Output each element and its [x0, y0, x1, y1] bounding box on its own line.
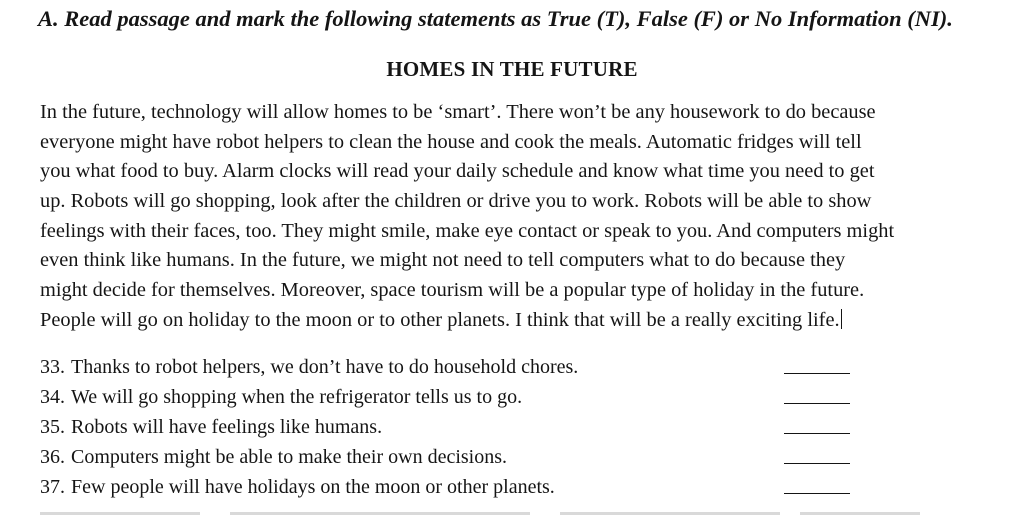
question-text: Few people will have holidays on the moon or other planets. — [71, 476, 555, 498]
answer-blank[interactable] — [784, 493, 850, 494]
reading-passage — [40, 98, 1000, 336]
exercise-instruction: A. Read passage and mark the following statements as True (T), False (F) or No Information (NI). — [38, 6, 953, 31]
answer-blank[interactable] — [784, 463, 850, 464]
question-text: Thanks to robot helpers, we don’t have to do household chores. — [71, 356, 579, 378]
text-cursor — [841, 309, 842, 329]
question-number: 37. — [40, 476, 65, 498]
passage-line: up. Robots will go shopping, look after the children or drive you to work. Robots will be able to show — [40, 190, 872, 213]
question-item — [40, 472, 980, 502]
question-list — [40, 352, 980, 502]
passage-line: you what food to buy. Alarm clocks will read your daily schedule and know what time you need to get — [40, 160, 875, 183]
question-number: 33. — [40, 356, 65, 378]
passage-line: might decide for themselves. Moreover, space tourism will be a popular type of holiday in the future. — [40, 279, 865, 302]
passage-line: even think like humans. In the future, we might not need to tell computers what to do because they — [40, 249, 846, 272]
passage-title: HOMES IN THE FUTURE — [386, 57, 638, 81]
answer-blank[interactable] — [784, 373, 850, 374]
question-number: 34. — [40, 386, 65, 408]
question-item — [40, 352, 980, 382]
passage-line-text: People will go on holiday to the moon or to other planets. I think that will be a really exciting life. — [40, 308, 840, 331]
question-item — [40, 382, 980, 412]
passage-line-last — [40, 306, 1000, 336]
question-number: 35. — [40, 416, 65, 438]
passage-line: feelings with their faces, too. They might smile, make eye contact or speak to you. And computers might — [40, 219, 895, 242]
question-item — [40, 412, 980, 442]
question-item — [40, 442, 980, 472]
question-text: We will go shopping when the refrigerator tells us to go. — [71, 386, 523, 408]
question-text: Computers might be able to make their own decisions. — [71, 446, 508, 468]
cropped-next-line — [0, 510, 1024, 515]
question-text: Robots will have feelings like humans. — [71, 416, 383, 438]
passage-line: everyone might have robot helpers to clean the house and cook the meals. Automatic fridges will tell — [40, 130, 862, 153]
answer-blank[interactable] — [784, 433, 850, 434]
answer-blank[interactable] — [784, 403, 850, 404]
passage-line: In the future, technology will allow homes to be ‘smart’. There won’t be any housework to do because — [40, 101, 876, 123]
question-number: 36. — [40, 446, 65, 468]
